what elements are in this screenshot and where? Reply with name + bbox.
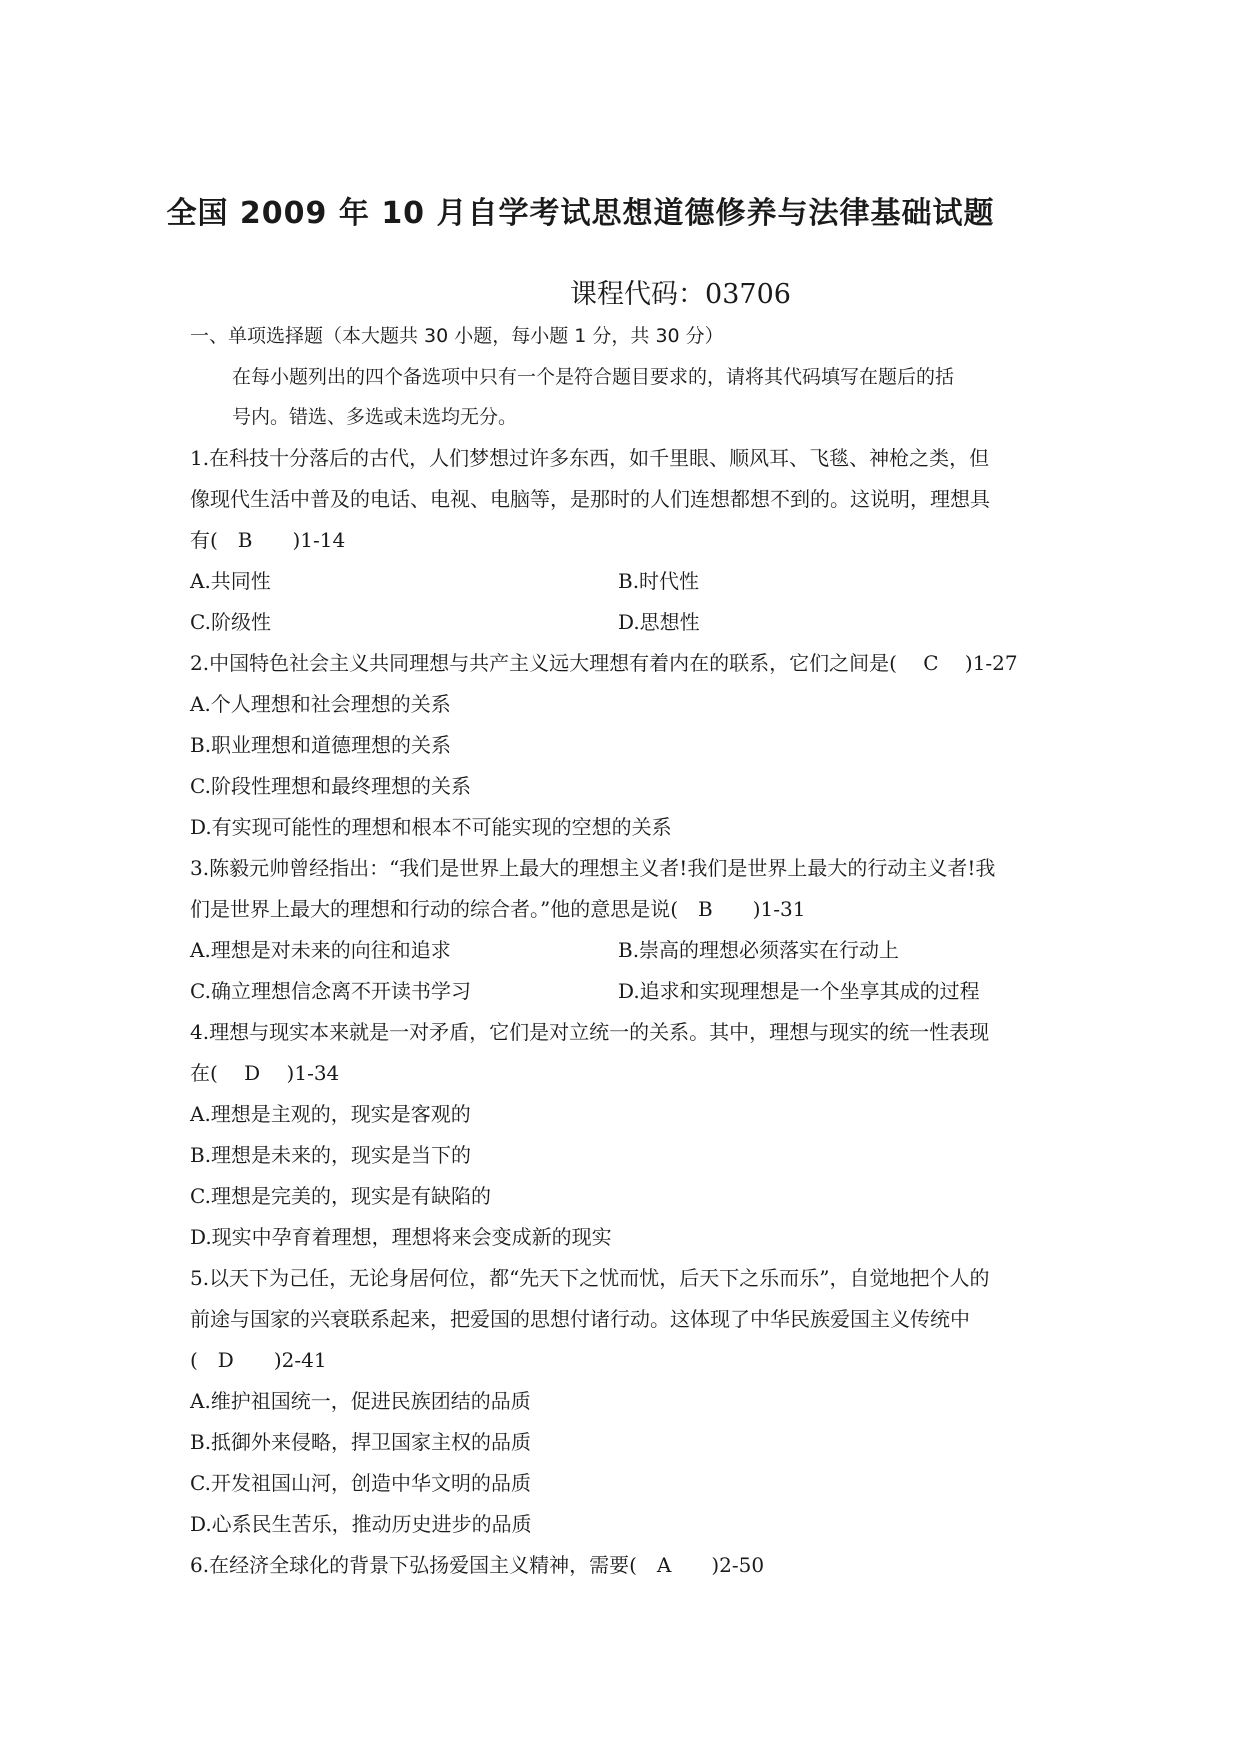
answer-option: A.共同性 [190,569,271,593]
answer-option: B.时代性 [618,569,700,593]
question-stem: 2.中国特色社会主义共同理想与共产主义远大理想有着内在的联系，它们之间是( C )1-27 [190,651,1018,675]
answer-option: A.理想是主观的，现实是客观的 [190,1102,471,1126]
question-stem: 3.陈毅元帅曾经指出：“我们是世界上最大的理想主义者!我们是世界上最大的行动主义者!我 [190,856,996,880]
answer-option: D.思想性 [618,610,700,634]
question-stem: 4.理想与现实本来就是一对矛盾，它们是对立统一的关系。其中，理想与现实的统一性表现 [190,1020,990,1044]
answer-option: D.有实现可能性的理想和根本不可能实现的空想的关系 [190,815,672,839]
answer-option: C.理想是完美的，现实是有缺陷的 [190,1184,491,1208]
question-stem: 前途与国家的兴衰联系起来，把爱国的思想付诸行动。这体现了中华民族爱国主义传统中 [190,1307,970,1331]
answer-option: A.个人理想和社会理想的关系 [190,692,451,716]
exam-title: 全国 2009 年 10 月自学考试思想道德修养与法律基础试题 [166,196,995,231]
section-instruction: 号内。错选、多选或未选均无分。 [232,406,518,428]
answer-option: C.阶级性 [190,610,271,634]
answer-option: D.心系民生苦乐，推动历史进步的品质 [190,1512,532,1536]
answer-option: B.理想是未来的，现实是当下的 [190,1143,472,1167]
answer-option: A.理想是对未来的向往和追求 [190,938,451,962]
answer-option: B.职业理想和道德理想的关系 [190,733,452,757]
course-code: 课程代码：03706 [570,279,791,310]
question-stem: 1.在科技十分落后的古代，人们梦想过许多东西，如千里眼、顺风耳、飞毯、神枪之类，但 [190,446,990,470]
section-heading: 一、单项选择题（本大题共 30 小题，每小题 1 分，共 30 分） [190,325,724,347]
answer-option: B.崇高的理想必须落实在行动上 [618,938,900,962]
answer-option: C.确立理想信念离不开读书学习 [190,979,471,1003]
question-stem: 像现代生活中普及的电话、电视、电脑等，是那时的人们连想都想不到的。这说明，理想具 [190,487,990,511]
question-stem: 在( D )1-34 [190,1061,340,1085]
answer-option: D.追求和实现理想是一个坐享其成的过程 [618,979,980,1003]
answer-option: C.阶段性理想和最终理想的关系 [190,774,471,798]
answer-option: B.抵御外来侵略，捍卫国家主权的品质 [190,1430,532,1454]
answer-option: D.现实中孕育着理想，理想将来会变成新的现实 [190,1225,612,1249]
question-stem: 有( B )1-14 [190,528,346,552]
question-stem: 5.以天下为己任，无论身居何位，都“先天下之忧而忧，后天下之乐而乐”，自觉地把个人的 [190,1266,990,1290]
section-instruction: 在每小题列出的四个备选项中只有一个是符合题目要求的，请将其代码填写在题后的括 [232,366,955,388]
question-stem: ( D )2-41 [190,1348,327,1372]
answer-option: C.开发祖国山河，创造中华文明的品质 [190,1471,531,1495]
question-stem: 6.在经济全球化的背景下弘扬爱国主义精神，需要( A )2-50 [190,1553,765,1577]
answer-option: A.维护祖国统一，促进民族团结的品质 [190,1389,531,1413]
question-stem: 们是世界上最大的理想和行动的综合者。”他的意思是说( B )1-31 [190,897,806,921]
